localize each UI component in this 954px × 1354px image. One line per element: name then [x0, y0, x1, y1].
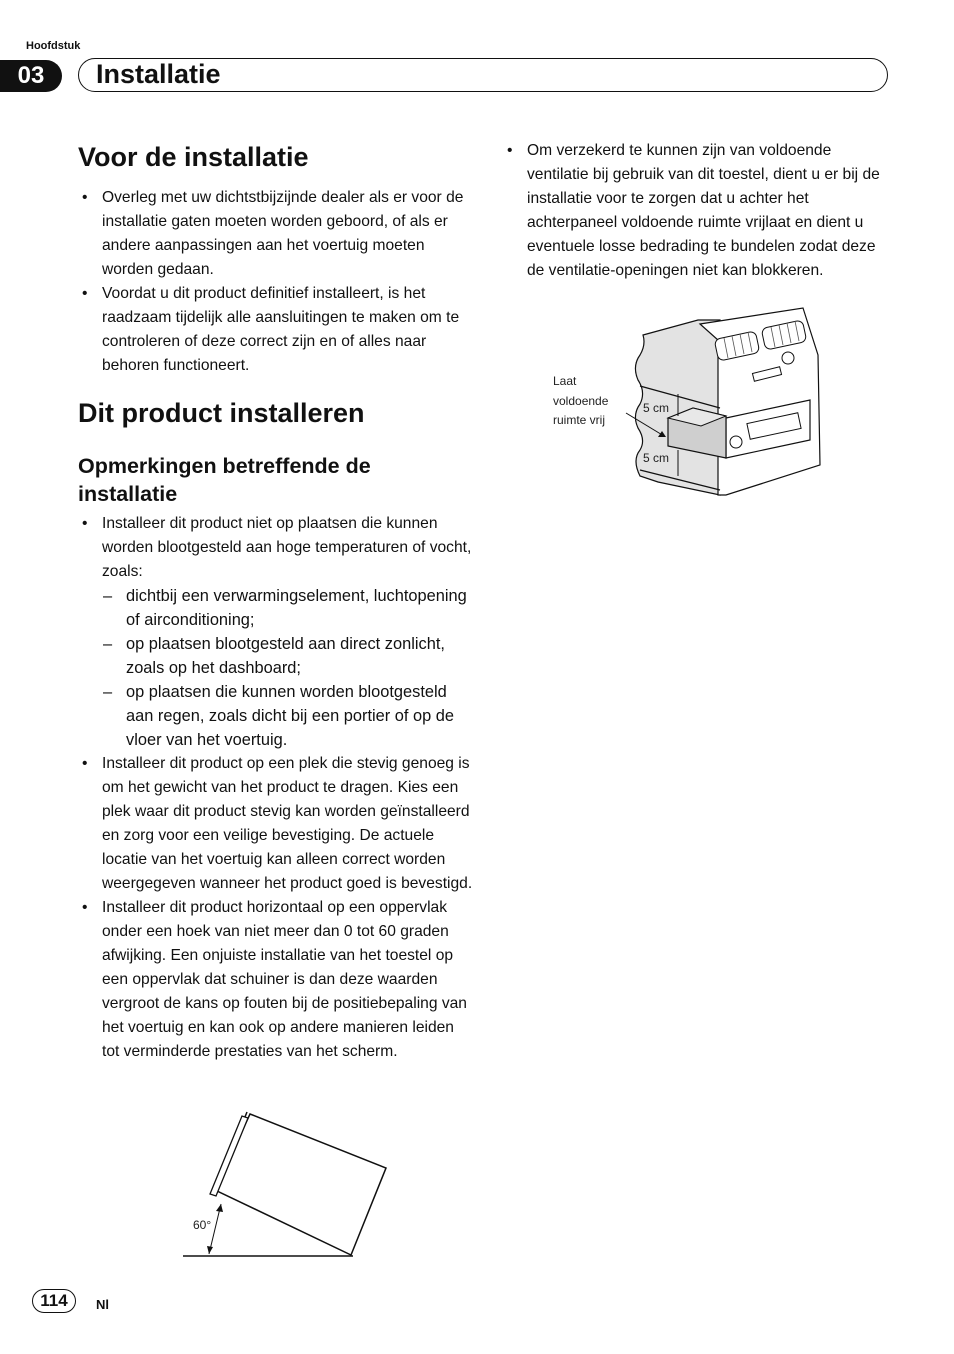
voor-de-installatie-list	[78, 186, 473, 378]
sub-list-item: – op plaatsen blootgesteld aan direct zonlicht, zoals op het dashboard;	[102, 632, 473, 680]
head-unit-knob	[730, 436, 742, 448]
section-title-dit-product-installeren: Dit product installeren	[78, 398, 365, 428]
list-item: • Om verzekerd te kunnen zijn van voldoende ventilatie bij gebruik van dit toestel, dient u er bij de installatie voor te zorgen dat u achter het achterpaneel voldoende ruimte vrijlaat en dient u eventuele losse bedrading te bundelen zodat deze de ventilatie-openingen niet kan blokkeren.	[503, 139, 895, 283]
sub-list-item: – dichtbij een verwarmingselement, luchtopening of airconditioning;	[102, 584, 473, 632]
chapter-number-badge: 03	[0, 60, 62, 92]
list-item	[78, 512, 473, 752]
list-item: • Installeer dit product horizontaal op een oppervlak onder een hoek van niet meer dan 0 tot 60 graden afwijking. Een onjuiste installatie van het toestel op een oppervlak dat schuiner is dan deze waarden vergroot de kans op fouten bij de positiebepaling van het voertuig en kan ook op andere manieren leiden tot verminderde prestaties van het scherm.	[78, 896, 473, 1064]
angle-arrow-bottom	[207, 1246, 213, 1254]
installation-angle-figure	[175, 1108, 395, 1263]
chapter-title: Installatie	[96, 59, 221, 89]
page-number: 114	[32, 1289, 76, 1313]
list-item: • Voordat u dit product definitief installeert, is het raadzaam tijdelijk alle aansluitingen te maken om te controleren of deze correct zijn en of alles naar behoren functioneert.	[78, 282, 473, 378]
ventilatie-list	[503, 139, 895, 283]
list-item: • Overleg met uw dichtstbijzijnde dealer als er voor de installatie gaten moeten worden geboord, of als er andere aanpassingen aan het voertuig moeten worden gedaan.	[78, 186, 473, 282]
ventilation-label-line-3: ruimte vrij	[553, 413, 606, 427]
subsection-title-opmerkingen: Opmerkingen betreffende de installatie	[78, 454, 371, 506]
control-knob	[782, 352, 794, 364]
ventilation-label-line-1: Laat	[553, 374, 577, 388]
ventilation-label-line-2: voldoende	[553, 394, 609, 408]
sub-list-item: – op plaatsen die kunnen worden blootgesteld aan regen, zoals dicht bij een portier of op de vloer van het voertuig.	[102, 680, 473, 752]
angle-arrow-top	[216, 1204, 223, 1212]
chapter-label: Hoofdstuk	[26, 40, 81, 52]
language-code: Nl	[96, 1297, 109, 1312]
sub-list	[102, 584, 473, 752]
bottom-clearance-label: 5 cm	[643, 451, 670, 465]
installatie-opmerkingen-list	[78, 512, 473, 1064]
top-clearance-label: 5 cm	[643, 401, 670, 415]
list-item: • Installeer dit product op een plek die stevig genoeg is om het gewicht van het product te dragen. Kies een plek waar dit product stevig kan worden geïnstalleerd en zorg voor een veilige bevestiging. De actuele locatie van het voertuig kan alleen correct worden weergegeven wanneer het product goed is bevestigd.	[78, 752, 473, 896]
ventilation-figure	[548, 300, 838, 510]
angle-label: 60°	[193, 1218, 212, 1232]
section-title-voor-de-installatie: Voor de installatie	[78, 142, 309, 172]
list-item-text: Installeer dit product niet op plaatsen die kunnen worden blootgesteld aan hoge temperaturen of vocht, zoals:	[102, 515, 472, 580]
